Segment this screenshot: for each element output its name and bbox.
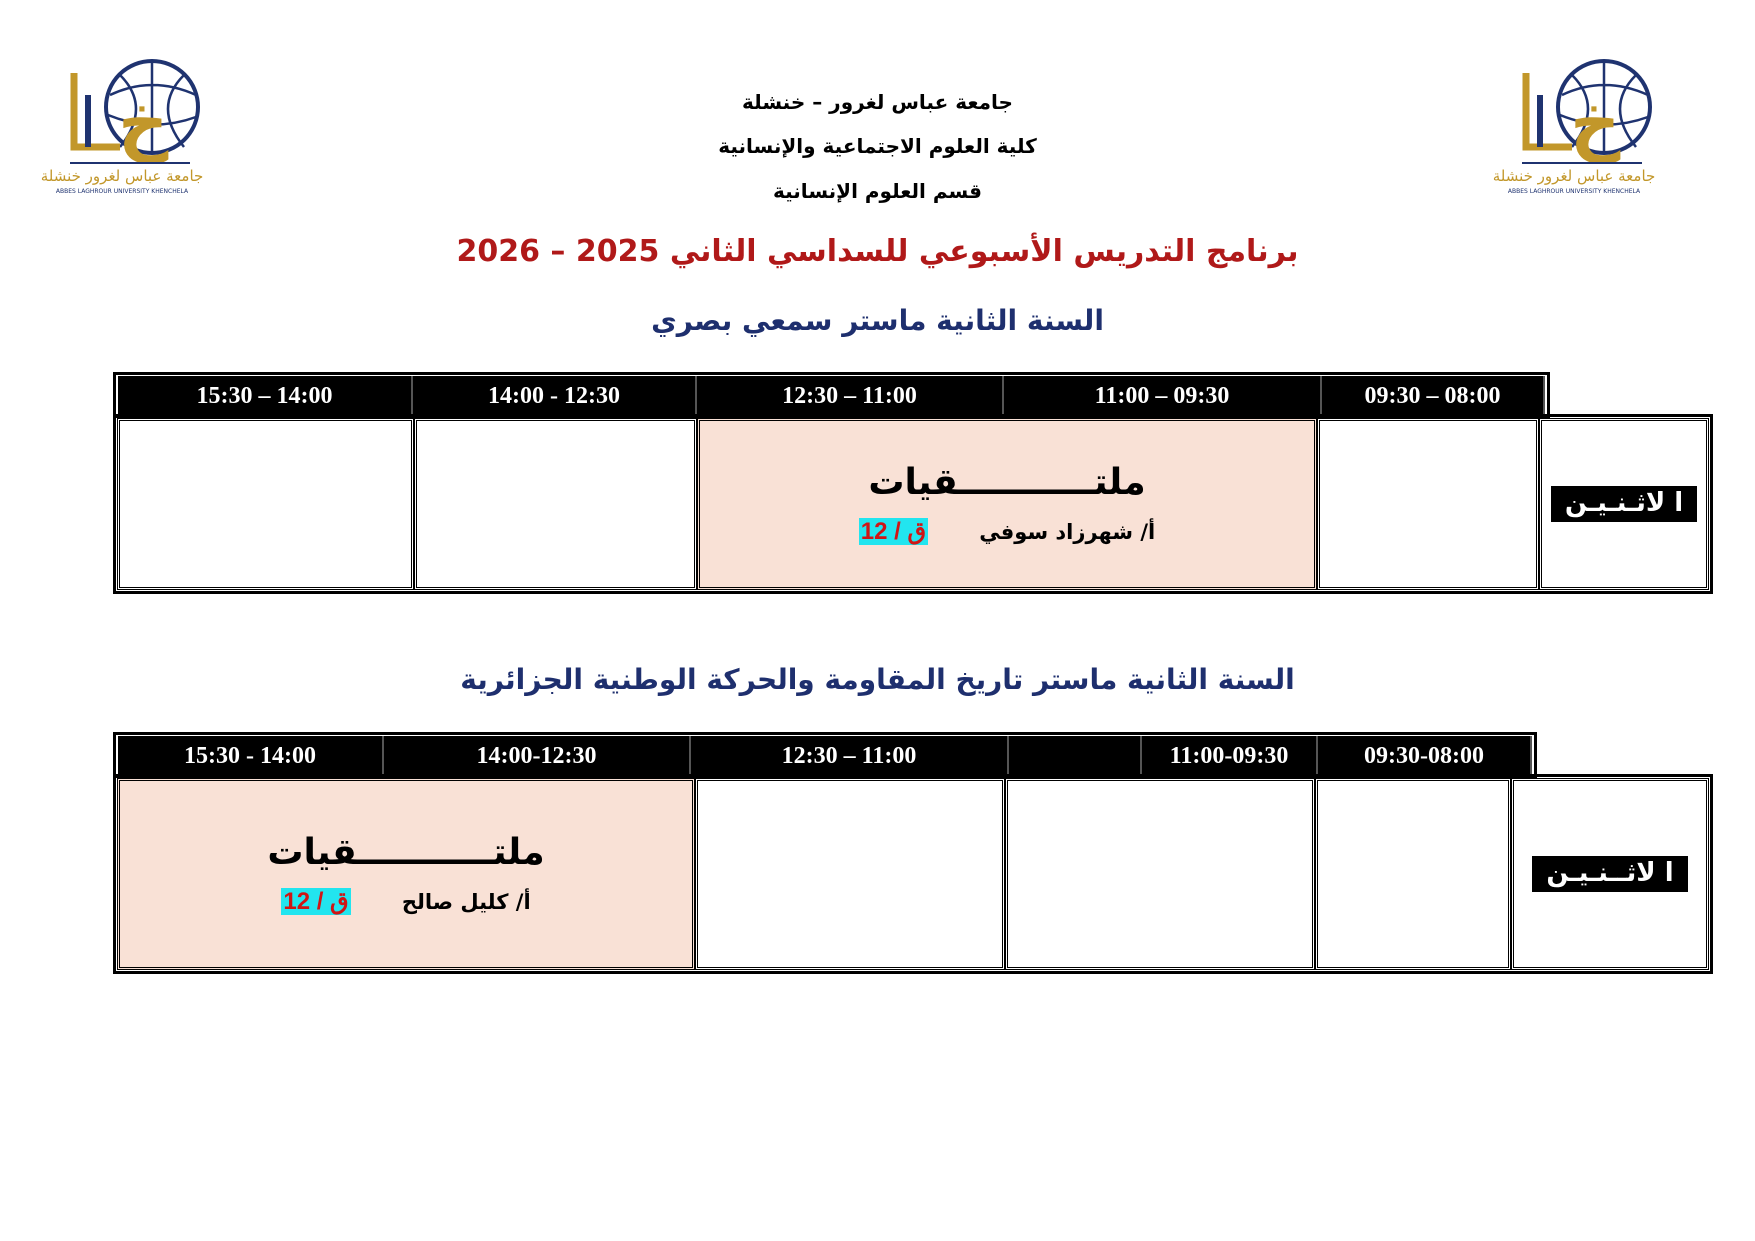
schedule-1-title: السنة الثانية ماستر سمعي بصري <box>651 304 1104 337</box>
lecture-info <box>700 517 1314 546</box>
lecture-subject: ملتـــــــــــقيات <box>267 832 545 873</box>
lecture-room: ق / 12 <box>283 888 349 915</box>
day-cell <box>1539 418 1709 590</box>
lecture-info <box>120 887 692 916</box>
time-slot-empty <box>1009 736 1142 776</box>
day-cell <box>1511 778 1709 970</box>
lecture-cell <box>697 418 1317 590</box>
university-name: جامعة عباس لغرور – خنشلة <box>742 90 1013 114</box>
time-slot: 09:30-08:00 <box>1318 736 1532 776</box>
logo-caption: جامعة عباس لغرور خنشلة <box>1492 167 1656 185</box>
logo-subcaption: ABBES LAGHROUR UNIVERSITY KHENCHELA <box>55 188 189 195</box>
empty-slot <box>695 778 1005 970</box>
empty-slot <box>1315 778 1511 970</box>
empty-slot <box>1317 418 1539 590</box>
time-slot: 14:00-12:30 <box>384 736 691 776</box>
lecture-teacher: أ/ كليل صالح <box>401 890 531 914</box>
time-slot: 15:30 - 14:00 <box>118 736 384 776</box>
time-slot: 11:00-09:30 <box>1142 736 1318 776</box>
time-slot: 11:00 – 09:30 <box>1004 376 1322 416</box>
time-slot: 12:30 – 11:00 <box>697 376 1004 416</box>
department-name: قسم العلوم الإنسانية <box>773 179 982 203</box>
logo-glyph: خ <box>1570 82 1621 164</box>
schedule-2-times-row <box>118 736 1532 776</box>
lecture-subject: ملتـــــــــــقيات <box>868 462 1146 503</box>
faculty-name: كلية العلوم الاجتماعية والإنسانية <box>718 134 1037 158</box>
day-label: ا لاثـنـيـن <box>1551 486 1697 522</box>
schedule-2-title: السنة الثانية ماستر تاريخ المقاومة والحركة الوطنية الجزائرية <box>460 663 1295 696</box>
lecture-teacher: أ/ شهرزاد سوفي <box>979 520 1156 544</box>
schedule-1-day-row <box>117 418 1709 590</box>
logo-subcaption: ABBES LAGHROUR UNIVERSITY KHENCHELA <box>1507 188 1641 195</box>
time-slot: 14:00 - 12:30 <box>413 376 697 416</box>
day-label: ا لاثــنـيـن <box>1532 856 1687 892</box>
program-title: برنامج التدريس الأسبوعي للسداسي الثاني 2025 – 2026 <box>456 234 1299 269</box>
schedule-2-day-row <box>117 778 1709 970</box>
lecture-cell <box>117 778 695 970</box>
empty-slot <box>1005 778 1315 970</box>
logo-glyph: خ <box>118 82 169 164</box>
empty-slot <box>414 418 697 590</box>
time-slot: 12:30 – 11:00 <box>691 736 1009 776</box>
empty-slot <box>117 418 414 590</box>
time-slot: 15:30 – 14:00 <box>118 376 413 416</box>
logo-caption: جامعة عباس لغرور خنشلة <box>40 167 204 185</box>
time-slot: 09:30 – 08:00 <box>1322 376 1545 416</box>
schedule-1-times-row <box>118 376 1545 416</box>
lecture-room: ق / 12 <box>860 518 927 545</box>
